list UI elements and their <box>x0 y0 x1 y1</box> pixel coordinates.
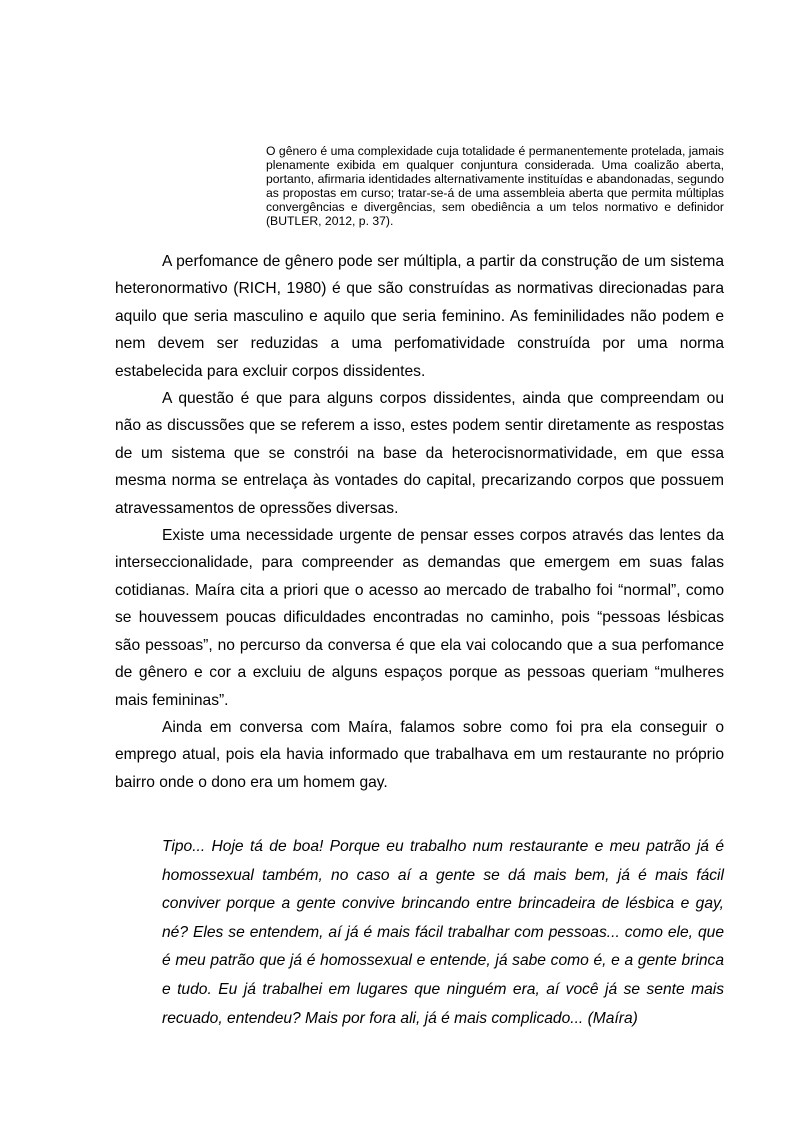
paragraph-intersectionality: Existe uma necessidade urgente de pensar esses corpos através das lentes da interseccionalidade, para compreender as demandas que emergem em suas falas cotidianas. Maíra cita a priori que o acesso ao mercado de trabalho foi “normal”, como se houvessem poucas dificuldades encontradas no caminho, pois “pessoas lésbicas são pessoas”, no percurso da conversa é que ela vai colocando que a sua perfomance de gênero e cor a excluiu de alguns espaços porque as pessoas queriam “mulheres mais femininas”. <box>115 527 724 709</box>
block-quote-butler: O gênero é uma complexidade cuja totalidade é permanentemente protelada, jamais plenamente exibida em qualquer conjuntura considerada. Uma coalizão aberta, portanto, afirmaria identidades alternativamente instituídas e abandonadas, segundo as propostas em curso; tratar-se-á de uma assembleia aberta que permita múltiplas convergências e divergências, sem obediência a um telos normativo e definidor (BUTLER, 2012, p. 37). <box>266 144 724 229</box>
paragraph-dissident-bodies: A questão é que para alguns corpos dissidentes, ainda que compreendam ou não as discussões que se referem a isso, estes podem sentir diretamente as respostas de um sistema que se constrói na base da heterocisnormatividade, em que essa mesma norma se entrelaça às vontades do capital, precarizando corpos que possuem atravessamentos de opressões diversas. <box>115 390 724 517</box>
interview-quote-maira: Tipo... Hoje tá de boa! Porque eu trabalho num restaurante e meu patrão já é homossexual também, no caso aí a gente se dá mais bem, já é mais fácil conviver porque a gente convive brincando entre brincadeira de lésbica e gay, né? Eles se entendem, aí já é mais fácil trabalhar com pessoas... como ele, que é meu patrão que já é homossexual e entende, já sabe como é, e a gente brinca e tudo. Eu já trabalhei em lugares que ninguém era, aí você já se sente mais recuado, entendeu? Mais por fora ali, já é mais complicado... (Maíra) <box>162 838 724 1027</box>
body-text <box>115 248 724 796</box>
paragraph-performance: A perfomance de gênero pode ser múltipla, a partir da construção de um sistema heteronormativo (RICH, 1980) é que são construídas as normativas direcionadas para aquilo que seria masculino e aquilo que seria feminino. As feminilidades não podem e nem devem ser reduzidas a uma perfomatividade construída por uma norma estabelecida para excluir corpos dissidentes. <box>115 253 724 380</box>
paragraph-current-job: Ainda em conversa com Maíra, falamos sobre como foi pra ela conseguir o emprego atual, pois ela havia informado que trabalhava em um restaurante no próprio bairro onde o dono era um homem gay. <box>115 718 724 791</box>
